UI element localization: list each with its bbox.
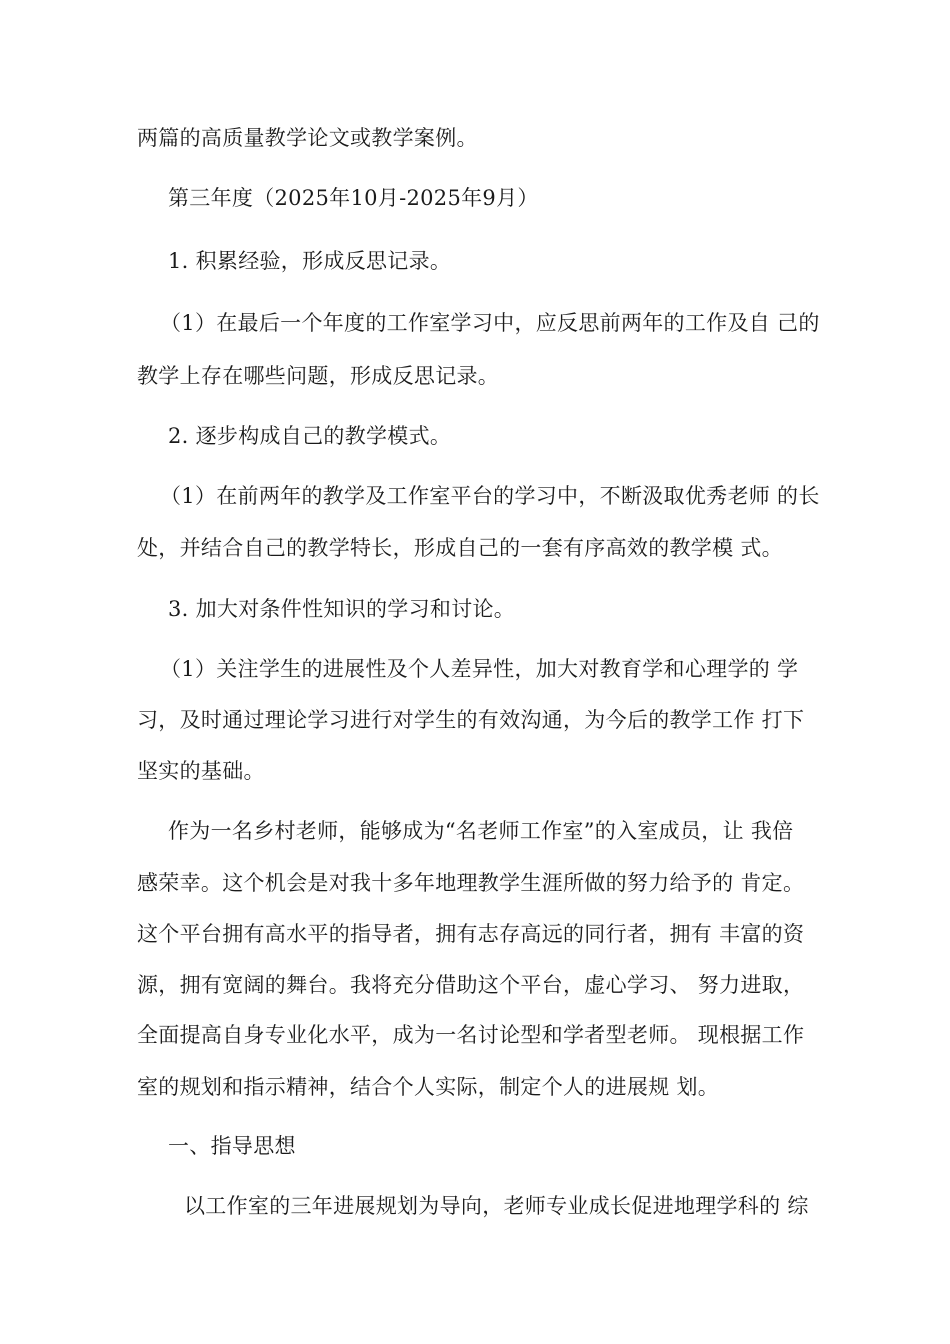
text-line: 全面提高自身专业化水平，成为一名讨论型和学者型老师。 现根据工作 (137, 1023, 805, 1047)
text-line: 坚实的基础。 (137, 759, 265, 783)
text-line: 习，及时通过理论学习进行对学生的有效沟通，为今后的教学工作 打下 (137, 708, 805, 732)
text-line: 处，并结合自己的教学特长，形成自己的一套有序高效的教学模 式。 (137, 536, 783, 560)
text-line: （1）在前两年的教学及工作室平台的学习中，不断汲取优秀老师 的长 (160, 484, 820, 508)
text-line: （1）关注学生的进展性及个人差异性，加大对教育学和心理学的 学 (160, 657, 799, 681)
text-line: 室的规划和指示精神，结合个人实际，制定个人的进展规 划。 (137, 1075, 720, 1099)
list-item-heading: 2. 逐步构成自己的教学模式。 (168, 424, 452, 448)
section-heading-third-year: 第三年度（2025年10月-2025年9月） (168, 186, 539, 210)
text-line: 教学上存在哪些问题，形成反思记录。 (137, 364, 500, 388)
text-line: 作为一名乡村老师，能够成为“名老师工作室”的入室成员，让 我倍 (168, 819, 794, 843)
text-line: 这个平台拥有高水平的指导者，拥有志存高远的同行者，拥有 丰富的资 (137, 922, 805, 946)
section-heading-guiding-ideology: 一、指导思想 (168, 1134, 296, 1158)
list-item-heading: 1. 积累经验，形成反思记录。 (168, 249, 452, 273)
text-line: 感荣幸。这个机会是对我十多年地理教学生涯所做的努力给予的 肯定。 (137, 871, 805, 895)
text-line: （1）在最后一个年度的工作室学习中，应反思前两年的工作及自 己的 (160, 311, 820, 335)
text-line: 以工作室的三年进展规划为导向，老师专业成长促进地理学科的 综 (184, 1194, 809, 1218)
list-item-heading: 3. 加大对条件性知识的学习和讨论。 (168, 597, 516, 621)
text-line: 源，拥有宽阔的舞台。我将充分借助这个平台，虚心学习、 努力进取， (137, 973, 805, 997)
text-line: 两篇的高质量教学论文或教学案例。 (137, 126, 478, 150)
